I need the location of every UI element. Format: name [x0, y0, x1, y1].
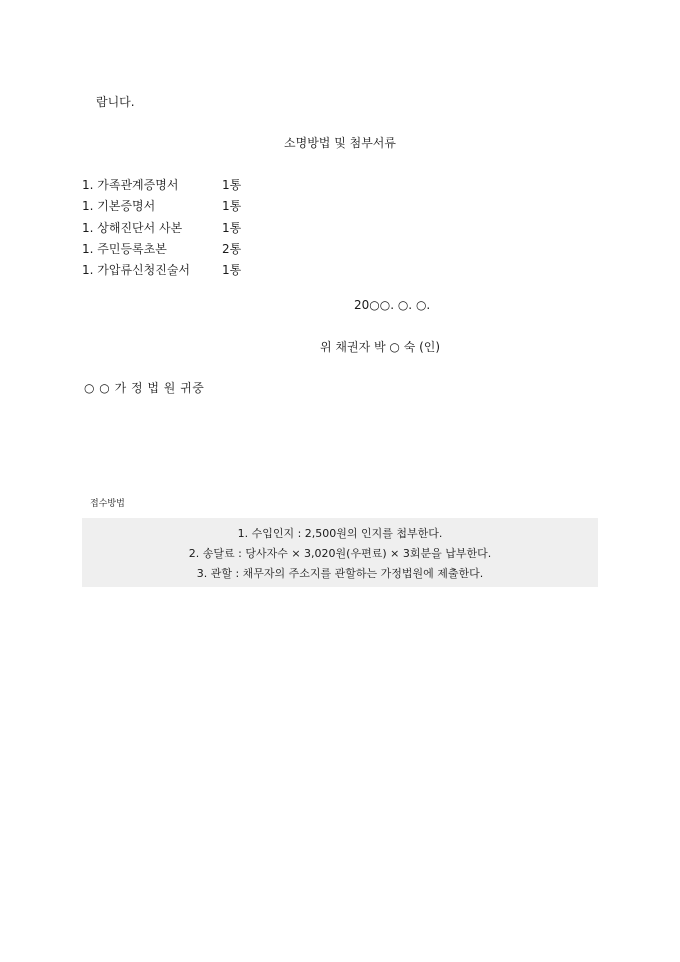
receipt-line: 1. 수입인지 : 2,500원의 인지를 첩부한다. — [237, 527, 443, 540]
attachment-count: 1통 — [222, 199, 242, 214]
receipt-line: 2. 송달료 : 당사자수 × 3,020원(우편료) × 3회분을 납부한다. — [188, 547, 492, 560]
attachment-count: 1통 — [222, 263, 242, 278]
attachment-count: 2통 — [222, 241, 242, 256]
section-title: 소명방법 및 첨부서류 — [284, 136, 396, 150]
attachment-count: 1통 — [222, 220, 242, 235]
filing-date: 20○○. ○. ○. — [354, 298, 431, 312]
receipt-line: 3. 관할 : 채무자의 주소지를 관할하는 가정법원에 제출한다. — [196, 567, 484, 580]
closing-text: 람니다. — [96, 95, 135, 109]
creditor-signature: 위 채권자 박 ○ 숙 (인) — [320, 340, 441, 354]
court-addressee: ○ ○ 가 정 법 원 귀중 — [84, 381, 205, 395]
attachment-count: 1통 — [222, 178, 242, 192]
attachment-name: 1. 가압류신청진술서 — [82, 263, 191, 278]
attachment-name: 1. 기본증명서 — [82, 199, 156, 214]
attachment-name: 1. 상해진단서 사본 — [82, 220, 183, 235]
attachment-name: 1. 주민등록초본 — [82, 241, 167, 256]
attachment-name: 1. 가족관계증명서 — [82, 178, 179, 192]
receipt-method-box — [82, 518, 598, 587]
receipt-method-label: 접수방법 — [90, 499, 125, 509]
